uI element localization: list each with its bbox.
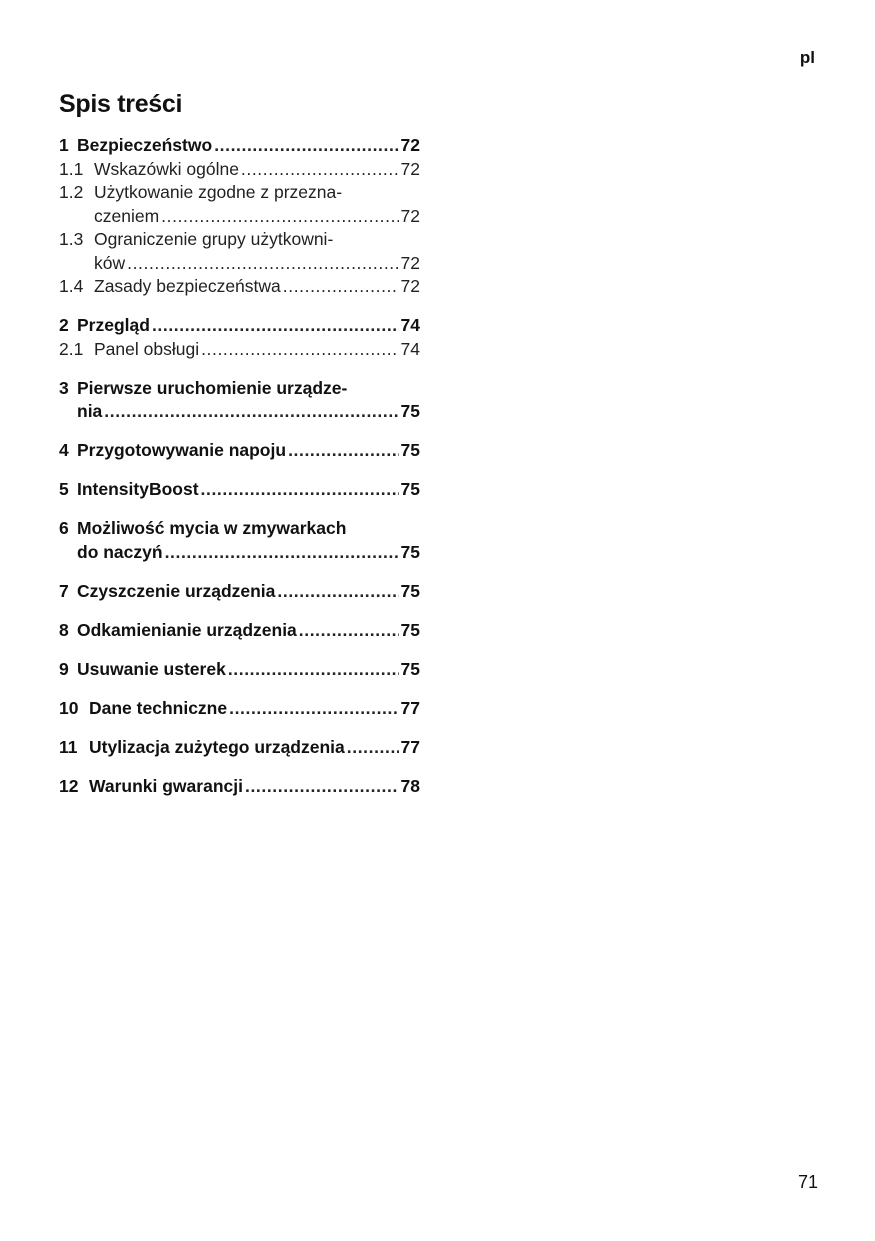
toc-entry-page: 77 <box>400 697 420 718</box>
toc-entry-title: do naczyń <box>77 541 163 562</box>
toc-entry-title: Warunki gwarancji <box>89 775 243 796</box>
dot-leader <box>201 338 398 362</box>
toc-entry-page: 75 <box>400 658 420 679</box>
toc-entry[interactable] <box>59 275 420 299</box>
toc-entry-page: 78 <box>400 775 420 796</box>
dot-leader <box>127 252 398 276</box>
toc-entry-title: Czyszczenie urządzenia <box>77 580 276 601</box>
toc-entry-title: Dane techniczne <box>89 697 228 718</box>
toc-entry-number: 1.2 <box>59 182 84 202</box>
toc-entry[interactable] <box>59 314 420 338</box>
dot-leader <box>283 275 399 299</box>
dot-leader <box>161 205 398 229</box>
toc-entry[interactable] <box>59 697 420 721</box>
toc-entry-number: 11 <box>59 736 78 757</box>
toc-entry-page: 75 <box>400 401 420 421</box>
toc-entry-title: czeniem <box>94 205 160 226</box>
dot-leader <box>165 541 399 565</box>
toc-entry-title: Ograniczenie grupy użytkowni- <box>94 229 334 249</box>
toc-entry[interactable] <box>59 181 420 228</box>
page-number: 71 <box>797 1172 818 1192</box>
dot-leader <box>229 697 398 721</box>
toc-entry-number: 1 <box>59 135 69 155</box>
toc-entry-page: 75 <box>400 479 420 499</box>
toc-entry-title: Zasady bezpieczeństwa <box>94 276 281 296</box>
toc-entry[interactable] <box>59 478 420 502</box>
toc-entry-title: Przegląd <box>77 315 150 335</box>
toc-entry[interactable] <box>59 439 420 463</box>
toc-entry[interactable] <box>59 377 420 424</box>
toc-entry-number: 8 <box>59 619 69 640</box>
toc-entry-page: 72 <box>400 276 420 296</box>
toc-entry-number: 3 <box>59 377 69 398</box>
toc-entry-title: Przygotowywanie napoju <box>77 440 287 460</box>
toc-entry-page: 74 <box>400 315 420 335</box>
dot-leader <box>299 619 399 643</box>
toc-entry-page: 75 <box>400 619 420 640</box>
toc-entry-number: 9 <box>59 658 69 679</box>
toc-entry[interactable] <box>59 619 420 643</box>
toc-entry-title: Odkamienianie urządzenia <box>77 619 297 640</box>
toc-entry-title: Możliwość mycia w zmywarkach <box>77 518 347 538</box>
toc-entry-page: 72 <box>400 252 420 273</box>
toc-entry-page: 72 <box>400 135 420 155</box>
toc-entry-title: Użytkowanie zgodne z przezna- <box>94 182 343 202</box>
toc-entry[interactable] <box>59 736 420 760</box>
toc-entry-number: 2 <box>59 315 69 335</box>
toc-entry[interactable] <box>59 517 420 564</box>
dot-leader <box>241 158 399 182</box>
dot-leader <box>104 400 398 424</box>
toc-entry-title: Bezpieczeństwo <box>77 135 213 155</box>
toc-entry-number: 1.3 <box>59 229 84 249</box>
toc-entry-title: Pierwsze uruchomienie urządze- <box>77 377 348 398</box>
toc-entry[interactable] <box>59 228 420 275</box>
toc-entry[interactable] <box>59 134 420 158</box>
toc-entry[interactable] <box>59 158 420 182</box>
toc-entry-title: Utylizacja zużytego urządzenia <box>89 736 345 757</box>
toc-entry[interactable] <box>59 658 420 682</box>
dot-leader <box>245 775 399 799</box>
toc-entry[interactable] <box>59 338 420 362</box>
toc-entry[interactable] <box>59 580 420 604</box>
toc-entry-number: 1.1 <box>59 158 84 179</box>
dot-leader <box>214 134 398 158</box>
toc-entry-title: nia <box>77 401 103 421</box>
toc-entry-page: 72 <box>400 158 420 179</box>
language-code: pl <box>799 48 815 67</box>
toc-entry-page: 72 <box>400 205 420 226</box>
dot-leader <box>228 658 399 682</box>
toc-entry-number: 6 <box>59 518 69 538</box>
toc-entry-title: IntensityBoost <box>77 479 199 499</box>
table-of-contents <box>59 134 420 798</box>
toc-entry-number: 10 <box>59 697 79 718</box>
toc-entry-number: 1.4 <box>59 276 84 296</box>
toc-entry[interactable] <box>59 775 420 799</box>
toc-entry-title: Wskazówki ogólne <box>94 158 239 179</box>
toc-entry-number: 2.1 <box>59 338 84 359</box>
toc-entry-page: 77 <box>400 736 420 757</box>
toc-entry-number: 4 <box>59 440 69 460</box>
toc-entry-page: 74 <box>400 338 420 359</box>
toc-entry-number: 12 <box>59 775 79 796</box>
dot-leader <box>152 314 399 338</box>
toc-entry-title: ków <box>94 252 126 273</box>
toc-entry-page: 75 <box>400 541 420 562</box>
toc-entry-number: 5 <box>59 479 69 499</box>
toc-entry-title: Panel obsługi <box>94 338 200 359</box>
toc-entry-page: 75 <box>400 580 420 601</box>
page-title: Spis treści <box>59 90 183 118</box>
toc-entry-title: Usuwanie usterek <box>77 658 226 679</box>
dot-leader <box>288 439 398 463</box>
dot-leader <box>347 736 399 760</box>
toc-entry-page: 75 <box>400 440 420 460</box>
toc-entry-number: 7 <box>59 580 69 601</box>
dot-leader <box>277 580 398 604</box>
dot-leader <box>201 478 399 502</box>
